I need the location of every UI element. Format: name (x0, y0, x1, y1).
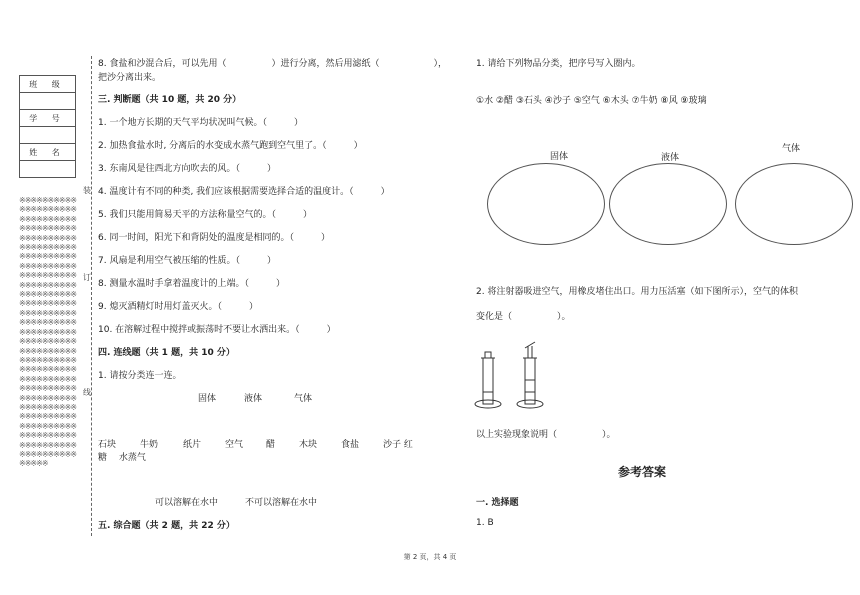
q8-fill-line2: 把沙分离出来。 (98, 73, 162, 83)
judge-q8: 8. 测量水温时手拿着温度计的上端。（ ） (98, 279, 285, 289)
judge-q7: 7. 风扇是利用空气被压缩的性质。（ ） (98, 256, 276, 266)
connect-question: 1. 请按分类连一连。 (98, 371, 182, 381)
judge-q9: 9. 熄灭酒精灯时用灯盖灭火。（ ） (98, 302, 258, 312)
circle-label-gas: 气体 (782, 144, 801, 154)
answer-title: 参考答案 (618, 465, 667, 479)
judge-q6: 6. 同一时间，阳光下和背阴处的温度是相同的。（ ） (98, 233, 330, 243)
student-info-table (19, 75, 76, 178)
class-label: 班 级 (20, 76, 76, 93)
seal-char-ding: 订 (83, 273, 91, 282)
student-id-label: 学 号 (20, 110, 76, 127)
student-id-field[interactable] (20, 127, 76, 144)
syringe-illustration (472, 340, 562, 412)
connect-item: 沙子 红 (383, 440, 413, 450)
class-field[interactable] (20, 93, 76, 110)
section-connect-heading: 四. 连线题（共 1 题，共 10 分） (98, 348, 235, 358)
circle-label-solid: 固体 (550, 152, 569, 162)
connect-item: 纸片 (183, 440, 202, 450)
solid-circle[interactable] (487, 163, 605, 245)
connect-item: 石块 (98, 440, 117, 450)
judge-q5: 5. 我们只能用简易天平的方法称量空气的。（ ） (98, 210, 312, 220)
connect-top-gas: 气体 (294, 394, 313, 404)
judge-q2: 2. 加热食盐水时, 分离后的水变成水蒸气跑到空气里了。（ ） (98, 141, 363, 151)
connect-item: 木块 (299, 440, 318, 450)
classify-items: ①水 ②醋 ③石头 ④沙子 ⑤空气 ⑥木头 ⑦牛奶 ⑧风 ⑨玻璃 (476, 96, 707, 106)
name-field[interactable] (20, 161, 76, 178)
name-label: 姓 名 (20, 144, 76, 161)
seal-char-xian: 线 (83, 388, 91, 397)
syringe-conclusion: 以上实验现象说明（ ）。 (476, 430, 616, 440)
syringe-question-line1: 2. 将注射器吸进空气，用橡皮堵住出口。用力压活塞（如下图所示），空气的体积 (476, 287, 798, 297)
gas-circle[interactable] (735, 163, 853, 245)
connect-bottom-insoluble: 不可以溶解在水中 (245, 498, 318, 508)
binding-line (91, 56, 92, 536)
page-number: 第 2 页，共 4 页 (403, 553, 457, 561)
judge-q10: 10. 在溶解过程中搅拌或振荡时不要让水洒出来。（ ） (98, 325, 336, 335)
section-judge-heading: 三. 判断题（共 10 题，共 20 分） (98, 95, 242, 105)
judge-q3: 3. 东南风是往西北方向吹去的风。（ ） (98, 164, 276, 174)
liquid-circle[interactable] (609, 163, 727, 245)
connect-item: 食盐 (341, 440, 360, 450)
syringe-question-line2: 变化是（ ）。 (476, 312, 571, 322)
judge-q1: 1. 一个地方长期的天气平均状况叫气候。（ ） (98, 118, 303, 128)
judge-q4: 4. 温度计有不同的种类, 我们应该根据需要选择合适的温度计。（ ） (98, 187, 390, 197)
answer-1: 1. B (476, 518, 494, 528)
section-comprehensive-heading: 五. 综合题（共 2 题，共 22 分） (98, 521, 235, 531)
connect-item: 空气 (225, 440, 244, 450)
connect-item: 牛奶 (140, 440, 159, 450)
connect-top-solid: 固体 (198, 394, 217, 404)
answer-section-choice: 一. 选择题 (476, 498, 519, 508)
connect-bottom-soluble: 可以溶解在水中 (155, 498, 219, 508)
connect-top-liquid: 液体 (244, 394, 263, 404)
connect-item: 醋 (266, 440, 276, 450)
binding-pattern: ※※※※※※※※※※※※※※※※※※※※※※※※※※※※※※※※※※※※※※※※※※※※※※※※※※※※※※※※※※※※※※※※※※※※※※※※※※※※※※※※※※※※※※※※※※※※※※※※※※※※※※※※※※※※※※※※※※※※※※※※※※※※※※※※※※※※※※※※※※※※※※※※※※※※※※※※※※※※※※※※※※※※※※※※※※※※※※※※※※※※※※※※※※※※※※※※※※※※※※※※※※※※※※※※※※※※※※※※※※※※※※※※※※※※※※※※※※※※※※※※※※※※※※※※※※※※※※※※※※※※※※※※※※※※※※※※※※※※※※※※※※※※※ (19, 196, 77, 469)
classify-question: 1. 请给下列物品分类，把序号写入圈内。 (476, 59, 641, 69)
circle-label-liquid: 液体 (661, 153, 680, 163)
seal-char-zhuang: 装 (83, 186, 91, 195)
q8-fill-line1: 8. 食盐和沙混合后，可以先用（ ）进行分离，然后用滤纸（ ）， (98, 59, 447, 69)
connect-item-wrap: 糖 水蒸气 (98, 453, 146, 463)
